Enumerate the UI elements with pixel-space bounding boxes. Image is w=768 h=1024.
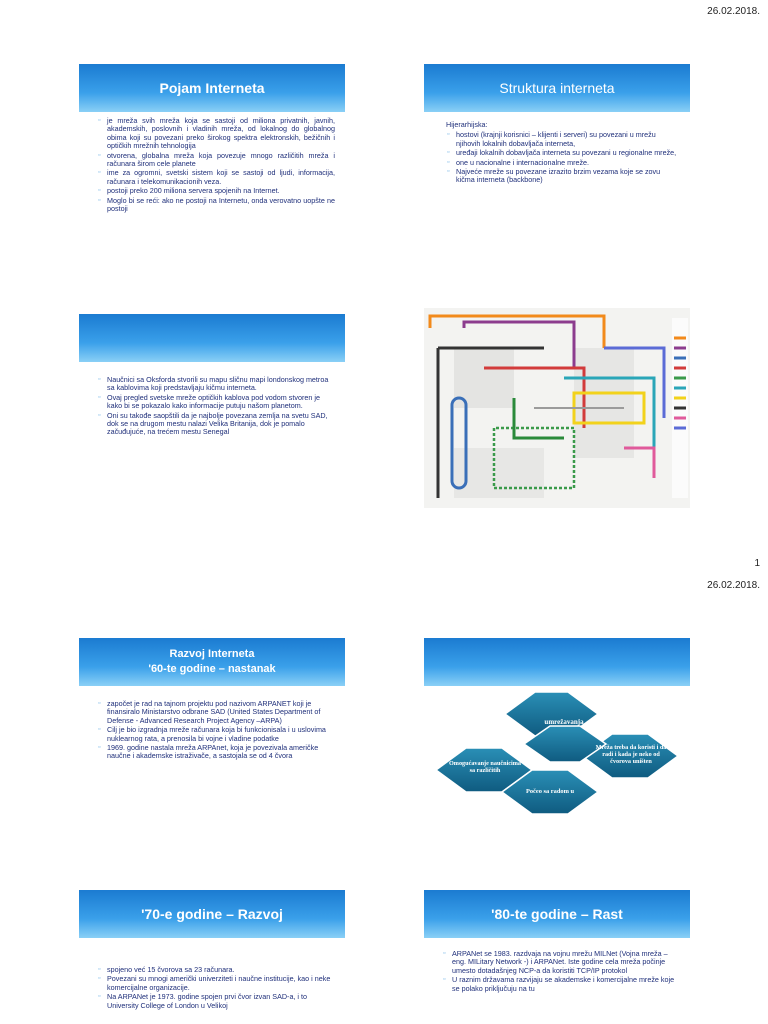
slide-oxford-map-text xyxy=(79,314,345,514)
hex-label-bottom: Počeo sa radom u xyxy=(525,788,575,795)
hex-label-right: Mreža treba da koristi i da radi i kada je neko od čvorova uništen xyxy=(595,744,667,765)
bullet: ▫ ARPANet se 1983. razdvaja na vojnu mrežu MILNet (Vojna mreža – eng. MILitary Network -) i ARPANet. Iste godine cela mreža počinje umesto dotadašnjeg NCP-a da koristiti TCP/IP protokol xyxy=(452,950,680,975)
bullet: ▫ 1969. godine nastala mreža ARPAnet, koja je povezivala američke naučne i akademske istraživače, a sastojala se od 4 čvora xyxy=(107,744,335,761)
slide-body xyxy=(97,376,335,438)
slide-body xyxy=(97,966,335,1011)
page-date: 26.02.2018. xyxy=(707,580,760,591)
slide-title: '70-e godine – Razvoj xyxy=(79,890,345,938)
hex-label-top: umrežavanja xyxy=(544,718,584,726)
bullet: ▫ U raznim državama razvijaju se akademske i komercijalne mreže koje se polako priključuju na tu xyxy=(452,976,680,993)
bullet: ▫ Na ARPANet je 1973. godine spojen prvi čvor izvan SAD-a, i to University College of London u Velikoj xyxy=(107,993,335,1010)
bullet: ▫ one u nacionalne i internacionalne mreže. xyxy=(456,159,680,167)
slide-razvoj-60te xyxy=(79,638,345,838)
slide-struktura-interneta xyxy=(424,64,690,264)
slide-header-bar xyxy=(79,314,345,362)
title-line-2: '60-te godine – nastanak xyxy=(148,663,276,675)
bullet: ▫ Ovaj pregled svetske mreže optičkih kablova pod vodom stvoren je kako bi se pokazalo kako informacije putuju našom planetom. xyxy=(107,394,335,411)
lead-text: Hijerarhijska: xyxy=(446,120,488,129)
bullet: ▫ ime za ogromni, svetski sistem koji se sastoji od ljudi, informacija, računara i telekomunikacionih veza. xyxy=(107,169,335,186)
bullet: ▫ Naučnici sa Oksforda stvorili su mapu sličnu mapi londonskog metroa sa kablovima koji predstavljaju kičmu interneta. xyxy=(107,376,335,393)
metro-map-graphic xyxy=(424,308,690,508)
bullet: ▫ započet je rad na tajnom projektu pod nazivom ARPANET koji je finansiralo Ministarstvo odbrane SAD (United States Department of Defense - Advanced Research Project Agency –ARPA) xyxy=(107,700,335,725)
bullet: ▫ je mreža svih mreža koja se sastoji od miliona privatnih, javnih, akademskih, poslovnih i vladinih mreža, od lokalnog do globalnog obima koji su povezani preko širokog spektra elektronskih, bežičnih i optičkih mrežnih tehnologija xyxy=(107,117,335,151)
bullet: ▫ Povezani su mnogi američki univerziteti i naučne institucije, kao i neke komercijalne organizacije. xyxy=(107,975,335,992)
internet-metro-map-image xyxy=(424,308,690,508)
slide-body xyxy=(442,950,680,994)
bullet: ▫ uređaji lokalnih dobavljača interneta su povezani u regionalne mreže, xyxy=(456,149,680,157)
bullet: ▫ Moglo bi se reći: ako ne postoji na Internetu, onda verovatno uopšte ne postoji xyxy=(107,197,335,214)
title-line-1: Razvoj Interneta xyxy=(169,648,255,660)
bullet: ▫ Oni su takođe saopštili da je najbolje povezana zemlja na svetu SAD, dok se na drugom mestu nalazi Velika Britanija, dok je pomalo začuđujuće, na trećem mestu Senegal xyxy=(107,412,335,437)
slide-70te-razvoj xyxy=(79,890,345,1024)
slide-title xyxy=(79,638,345,686)
bullet: ▫ postoji preko 200 miliona servera spojenih na Internet. xyxy=(107,187,335,195)
hex-label-left: Omogućavanje naučnicima sa različitih xyxy=(448,760,521,774)
slide-title: Struktura interneta xyxy=(424,64,690,112)
slide-header-bar xyxy=(424,638,690,686)
slide-body xyxy=(97,117,335,214)
slide-pojam-interneta xyxy=(79,64,345,264)
bullet: ▫ hostovi (krajnji korisnici – klijenti i serveri) su povezani u mrežu njihovih lokalnih dobavljača interneta, xyxy=(456,131,680,148)
slide-title: Pojam Interneta xyxy=(79,64,345,112)
bullet: ▫ otvorena, globalna mreža koja povezuje mnogo različitih mreža i računara širom cele planete xyxy=(107,152,335,169)
slide-title: '80-te godine – Rast xyxy=(424,890,690,938)
bullet: ▫ Cilj je bio izgradnja mreže računara koja bi funkcionisala i u uslovima nuklearnog rata, a prenosila bi vojne i vladine podatke xyxy=(107,726,335,743)
page-date: 26.02.2018. xyxy=(707,6,760,17)
slide-hexagon-diagram xyxy=(424,638,690,838)
slide-body xyxy=(446,121,680,186)
bullet: ▫ Najveće mreže su povezane izrazito brzim vezama koje se zovu kičma interneta (backbone) xyxy=(456,168,680,185)
slide-body xyxy=(97,700,335,762)
page-number: 1 xyxy=(754,558,760,569)
bullet: ▫ spojeno već 15 čvorova sa 23 računara. xyxy=(107,966,335,974)
slide-80te-rast xyxy=(424,890,690,1024)
hexagon-diagram xyxy=(424,686,690,838)
